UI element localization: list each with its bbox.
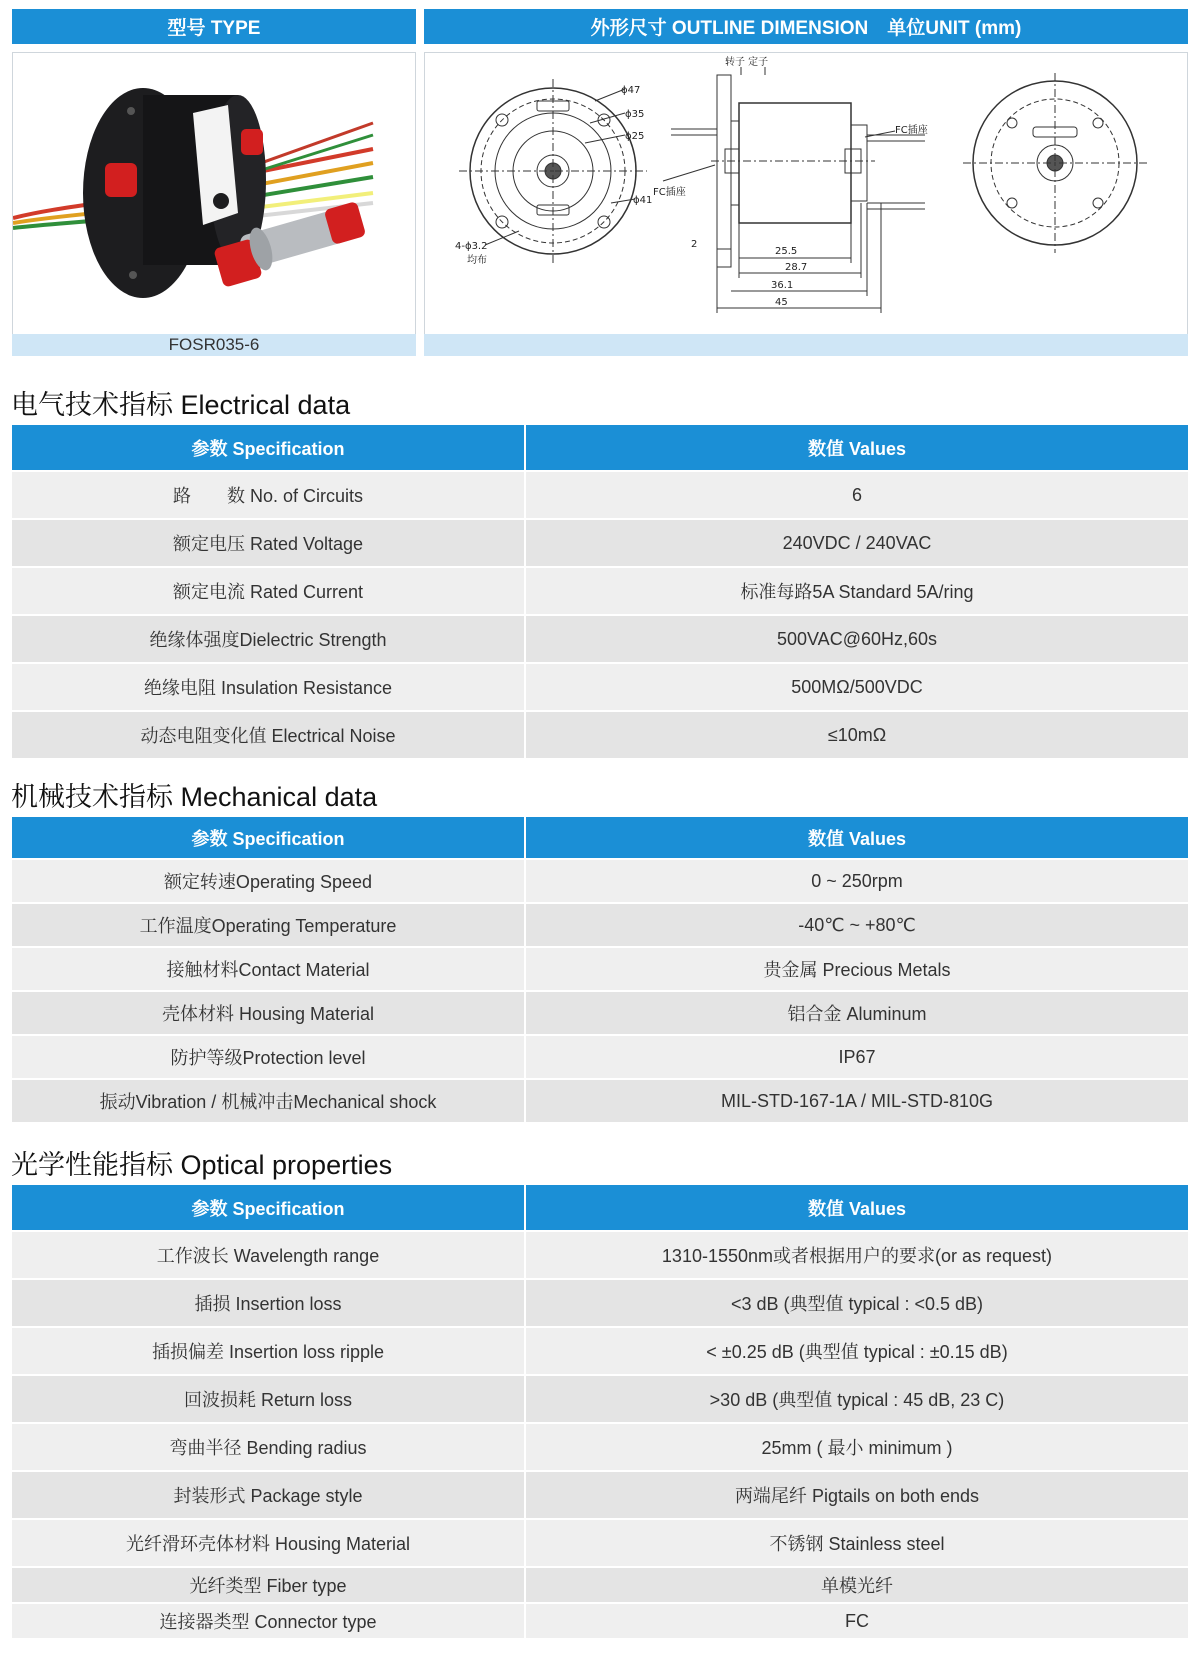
value-cell: < ±0.25 dB (典型值 typical : ±0.15 dB) (525, 1327, 1188, 1375)
spec-cell: 额定电压 Rated Voltage (12, 519, 525, 567)
electrical-title: 电气技术指标 Electrical data (11, 390, 351, 420)
table-row (12, 711, 1188, 759)
table-row (12, 1327, 1188, 1375)
table-row (12, 663, 1188, 711)
table-header-row (12, 817, 1188, 859)
product-model: FOSR035-6 (168, 335, 260, 354)
table-row (12, 1519, 1188, 1567)
value-cell: 标准每路5A Standard 5A/ring (525, 567, 1188, 615)
value-cell: 贵金属 Precious Metals (525, 947, 1188, 991)
svg-text:FC插座: FC插座 (653, 187, 686, 198)
outline-drawing-panel (424, 52, 1188, 336)
type-header-label: 型号 TYPE (167, 18, 261, 39)
column-header-spec: 参数 Specification (12, 817, 525, 859)
electrical-table (12, 425, 1188, 760)
optical-title: 光学性能指标 Optical properties (11, 1150, 393, 1180)
table-row (12, 1231, 1188, 1279)
svg-text:均布: 均布 (467, 255, 487, 266)
table-row (12, 471, 1188, 519)
svg-text:45: 45 (775, 297, 788, 308)
value-cell: >30 dB (典型值 typical : 45 dB, 23 C) (525, 1375, 1188, 1423)
value-cell: 0 ~ 250rpm (525, 859, 1188, 903)
svg-text:ϕ35: ϕ35 (625, 109, 645, 120)
table-row (12, 1471, 1188, 1519)
svg-text:4-ϕ3.2: 4-ϕ3.2 (455, 241, 488, 252)
side-view (663, 67, 925, 313)
spec-cell: 光纤类型 Fiber type (12, 1567, 525, 1603)
product-model-caption (12, 334, 416, 356)
table-row (12, 567, 1188, 615)
table-row (12, 1375, 1188, 1423)
table-row (12, 615, 1188, 663)
column-header-value: 数值 Values (525, 817, 1188, 859)
table-row (12, 991, 1188, 1035)
column-header-value: 数值 Values (525, 425, 1188, 471)
column-header-spec: 参数 Specification (12, 425, 525, 471)
spec-cell: 壳体材料 Housing Material (12, 991, 525, 1035)
spec-cell: 回波损耗 Return loss (12, 1375, 525, 1423)
table-row (12, 1279, 1188, 1327)
value-cell: 单模光纤 (525, 1567, 1188, 1603)
value-cell: 两端尾纤 Pigtails on both ends (525, 1471, 1188, 1519)
svg-text:ϕ25: ϕ25 (625, 131, 645, 142)
spec-cell: 工作波长 Wavelength range (12, 1231, 525, 1279)
svg-text:ϕ41: ϕ41 (633, 195, 653, 206)
spec-cell: 绝缘体强度Dielectric Strength (12, 615, 525, 663)
table-row (12, 1567, 1188, 1603)
mechanical-title: 机械技术指标 Mechanical data (11, 782, 378, 812)
column-header-value: 数值 Values (525, 1185, 1188, 1231)
spec-cell: 额定转速Operating Speed (12, 859, 525, 903)
value-cell: 1310-1550nm或者根据用户的要求(or as request) (525, 1231, 1188, 1279)
spec-cell: 绝缘电阻 Insulation Resistance (12, 663, 525, 711)
spec-cell: 动态电阻变化值 Electrical Noise (12, 711, 525, 759)
spec-cell: 工作温度Operating Temperature (12, 903, 525, 947)
column-header-spec: 参数 Specification (12, 1185, 525, 1231)
table-header-row (12, 1185, 1188, 1231)
value-cell: 500VAC@60Hz,60s (525, 615, 1188, 663)
svg-text:28.7: 28.7 (785, 262, 808, 273)
svg-text:转子 定子: 转子 定子 (725, 57, 769, 68)
value-cell: -40℃ ~ +80℃ (525, 903, 1188, 947)
front-view-right (963, 73, 1147, 253)
spec-cell: 连接器类型 Connector type (12, 1603, 525, 1639)
outline-header (424, 9, 1188, 44)
table-header-row (12, 425, 1188, 471)
outline-header-label: 外形尺寸 OUTLINE DIMENSION 单位UNIT (mm) (590, 18, 1022, 39)
table-row (12, 1035, 1188, 1079)
front-view-left (459, 79, 647, 263)
spec-cell: 接触材料Contact Material (12, 947, 525, 991)
value-cell: 铝合金 Aluminum (525, 991, 1188, 1035)
value-cell: 6 (525, 471, 1188, 519)
svg-text:ϕ47: ϕ47 (621, 85, 641, 96)
optical-table (12, 1185, 1188, 1640)
table-row (12, 1603, 1188, 1639)
table-row (12, 947, 1188, 991)
spec-cell: 插损 Insertion loss (12, 1279, 525, 1327)
value-cell: <3 dB (典型值 typical : <0.5 dB) (525, 1279, 1188, 1327)
table-row (12, 903, 1188, 947)
svg-text:FC插座: FC插座 (895, 125, 928, 136)
product-photo-panel (12, 52, 416, 336)
spec-cell: 插损偏差 Insertion loss ripple (12, 1327, 525, 1375)
svg-text:36.1: 36.1 (771, 280, 794, 291)
side-view-labels (653, 55, 928, 308)
type-header (12, 9, 416, 44)
value-cell: 不锈钢 Stainless steel (525, 1519, 1188, 1567)
value-cell: MIL-STD-167-1A / MIL-STD-810G (525, 1079, 1188, 1123)
spec-cell: 振动Vibration / 机械冲击Mechanical shock (12, 1079, 525, 1123)
table-row (12, 859, 1188, 903)
product-photo (13, 53, 415, 335)
value-cell: 500MΩ/500VDC (525, 663, 1188, 711)
outline-drawing (425, 53, 1187, 335)
spec-cell: 额定电流 Rated Current (12, 567, 525, 615)
value-cell: IP67 (525, 1035, 1188, 1079)
spec-cell: 防护等级Protection level (12, 1035, 525, 1079)
table-row (12, 519, 1188, 567)
spec-cell: 路 数 No. of Circuits (12, 471, 525, 519)
table-row (12, 1079, 1188, 1123)
svg-text:25.5: 25.5 (775, 246, 798, 257)
spec-cell: 弯曲半径 Bending radius (12, 1423, 525, 1471)
value-cell: FC (525, 1603, 1188, 1639)
svg-text:2: 2 (691, 239, 698, 250)
spec-cell: 光纤滑环壳体材料 Housing Material (12, 1519, 525, 1567)
table-row (12, 1423, 1188, 1471)
value-cell: 25mm ( 最小 minimum ) (525, 1423, 1188, 1471)
mechanical-table (12, 817, 1188, 1124)
spec-cell: 封装形式 Package style (12, 1471, 525, 1519)
outline-drawing-caption (424, 334, 1188, 356)
value-cell: ≤10mΩ (525, 711, 1188, 759)
value-cell: 240VDC / 240VAC (525, 519, 1188, 567)
